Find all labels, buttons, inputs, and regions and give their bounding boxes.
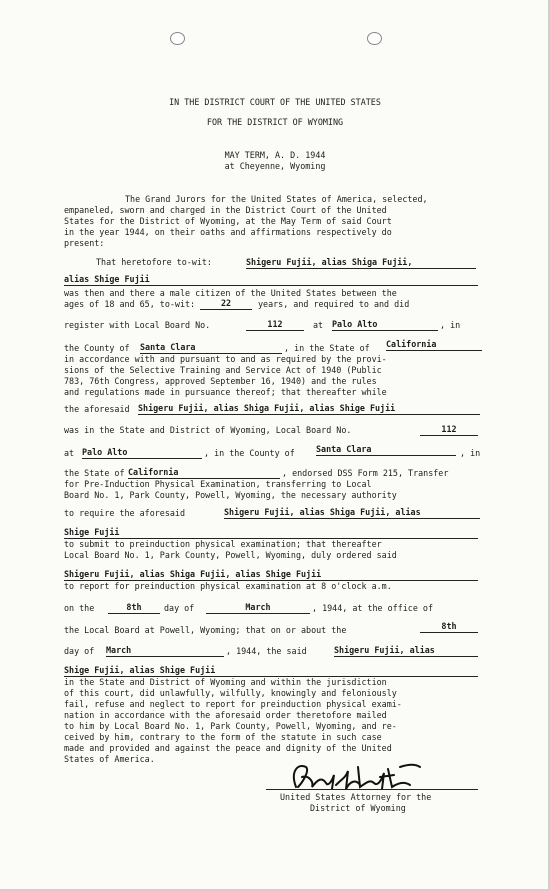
body-line: , endorsed DSS Form 215, Transfer <box>282 468 449 478</box>
body-line: , in the County of <box>204 448 295 458</box>
defendant-name-field: alias Shige Fujii <box>64 274 478 286</box>
body-line: nation in accordance with the aforesaid order theretofore mailed <box>64 710 387 720</box>
body-line: was in the State and District of Wyoming, Local Board No. <box>64 425 352 435</box>
body-line: The Grand Jurors for the United States of America, selected, <box>125 194 428 204</box>
body-line: That heretofore to-wit: <box>96 257 212 267</box>
county-field: Santa Clara <box>316 444 456 456</box>
body-line: in the State and District of Wyoming and within the jurisdiction <box>64 677 387 687</box>
body-line: States of America. <box>64 754 155 764</box>
body-line: to report for preinduction physical examination at 8 o'clock a.m. <box>64 581 392 591</box>
county-field: Santa Clara <box>140 342 282 354</box>
board-number-field: 112 <box>420 424 478 436</box>
body-line: , in the State of <box>284 343 370 353</box>
state-field: California <box>386 339 482 351</box>
board-number-field: 112 <box>246 319 304 331</box>
defendant-name-field: Shigeru Fujii, alias Shiga Fujii, alias Shige Fujii <box>64 569 478 581</box>
body-line: Board No. 1, Park County, Powell, Wyoming, the necessary authority <box>64 490 397 500</box>
body-line: the State of <box>64 468 125 478</box>
body-line: register with Local Board No. <box>64 320 211 330</box>
body-line: ceived by him, contrary to the form of the statute in such case <box>64 732 382 742</box>
state-field: California <box>128 467 280 479</box>
defendant-name-field: Shigeru Fujii, alias Shiga Fujii, alias <box>224 507 480 519</box>
body-line: day of <box>164 603 195 613</box>
month-field: March <box>206 602 310 614</box>
body-line: 783, 76th Congress, approved September 16, 1940) and the rules <box>64 376 377 386</box>
city-field: Palo Alto <box>332 319 438 331</box>
court-heading: IN THE DISTRICT COURT OF THE UNITED STATES <box>169 97 381 107</box>
body-line: at <box>313 320 324 330</box>
district-heading: FOR THE DISTRICT OF WYOMING <box>206 117 344 127</box>
body-line: the aforesaid <box>64 404 130 414</box>
term-heading: MAY TERM, A. D. 1944 <box>224 150 326 160</box>
body-line: on the <box>64 603 95 613</box>
body-line: present: <box>64 238 105 248</box>
signature-title: District of Wyoming <box>310 803 406 813</box>
city-field: Palo Alto <box>82 447 202 459</box>
body-line: in the year 1944, on their oaths and affirmations respectively do <box>64 227 392 237</box>
body-line: , in <box>460 448 481 458</box>
month-field: March <box>106 645 224 657</box>
defendant-name-field: Shige Fujii <box>64 527 478 539</box>
body-line: and regulations made in pursuance thereof; that thereafter while <box>64 387 387 397</box>
body-line: the County of <box>64 343 130 353</box>
body-line: , 1944, at the office of <box>312 603 434 613</box>
body-line: of this court, did unlawfully, wilfully, knowingly and feloniously <box>64 688 397 698</box>
body-line: empaneled, sworn and charged in the District Court of the United <box>64 205 387 215</box>
body-line: sions of the Selective Training and Service Act of 1940 (Public <box>64 365 382 375</box>
body-line: , 1944, the said <box>226 646 307 656</box>
body-line: for Pre-Induction Physical Examination, transferring to Local <box>64 479 372 489</box>
body-line: made and provided and against the peace and dignity of the United <box>64 743 392 753</box>
body-line: to him by Local Board No. 1, Park County, Powell, Wyoming, and re- <box>64 721 397 731</box>
body-line: the Local Board at Powell, Wyoming; that on or about the <box>64 625 347 635</box>
body-line: was then and there a male citizen of the United States between the <box>64 288 397 298</box>
place-heading: at Cheyenne, Wyoming <box>224 161 326 171</box>
age-field: 22 <box>200 298 252 310</box>
punch-hole <box>367 32 382 45</box>
body-line: to require the aforesaid <box>64 508 186 518</box>
body-line: States for the District of Wyoming, at the May Term of said Court <box>64 216 392 226</box>
punch-hole <box>170 32 185 45</box>
body-line: , in <box>440 320 461 330</box>
day-field: 8th <box>108 602 160 614</box>
defendant-name-field: Shige Fujii, alias Shige Fujii <box>64 665 478 677</box>
body-line: in accordance with and pursuant to and as required by the provi- <box>64 354 387 364</box>
signature-line <box>266 789 478 790</box>
body-line: fail, refuse and neglect to report for preinduction physical exami- <box>64 699 402 709</box>
body-line: day of <box>64 646 95 656</box>
signature-title: United States Attorney for the <box>280 792 432 802</box>
body-line: years, and required to and did <box>258 299 410 309</box>
body-line: at <box>64 448 75 458</box>
body-line: ages of 18 and 65, to-wit: <box>64 299 196 309</box>
body-line: to submit to preinduction physical examination; that thereafter <box>64 539 382 549</box>
defendant-name-field: Shigeru Fujii, alias <box>334 645 478 657</box>
day-field: 8th <box>420 621 478 633</box>
defendant-name-field: Shigeru Fujii, alias Shiga Fujii, alias Shige Fujii <box>138 403 480 415</box>
defendant-name-field: Shigeru Fujii, alias Shiga Fujii, <box>246 257 476 269</box>
body-line: Local Board No. 1, Park County, Powell, Wyoming, duly ordered said <box>64 550 397 560</box>
